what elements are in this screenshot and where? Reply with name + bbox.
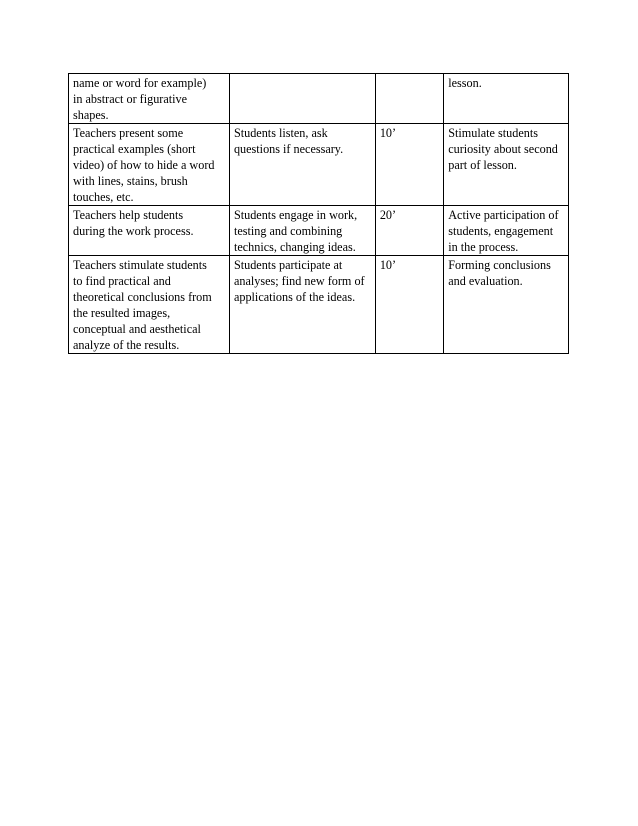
student-activity-cell: Students engage in work, testing and combining technics, changing ideas. <box>229 206 375 256</box>
time-cell: 10’ <box>375 256 443 354</box>
table-row <box>69 206 569 256</box>
purpose-cell: Forming conclusions and evaluation. <box>444 256 569 354</box>
table-row <box>69 256 569 354</box>
teacher-activity-cell: Teachers help students during the work process. <box>69 206 230 256</box>
lesson-plan-table <box>68 73 569 354</box>
teacher-activity-cell: name or word for example) in abstract or figurative shapes. <box>69 74 230 124</box>
student-activity-cell: Students listen, ask questions if necessary. <box>229 124 375 206</box>
time-cell: 20’ <box>375 206 443 256</box>
purpose-cell: Active participation of students, engagement in the process. <box>444 206 569 256</box>
purpose-cell: Stimulate students curiosity about second part of lesson. <box>444 124 569 206</box>
time-cell <box>375 74 443 124</box>
student-activity-cell: Students participate at analyses; find new form of applications of the ideas. <box>229 256 375 354</box>
table-row <box>69 74 569 124</box>
student-activity-cell <box>229 74 375 124</box>
teacher-activity-cell: Teachers stimulate students to find practical and theoretical conclusions from the resulted images, conceptual and aesthetical analyze of the results. <box>69 256 230 354</box>
teacher-activity-cell: Teachers present some practical examples (short video) of how to hide a word with lines, stains, brush touches, etc. <box>69 124 230 206</box>
table-row <box>69 124 569 206</box>
purpose-cell: lesson. <box>444 74 569 124</box>
time-cell: 10’ <box>375 124 443 206</box>
